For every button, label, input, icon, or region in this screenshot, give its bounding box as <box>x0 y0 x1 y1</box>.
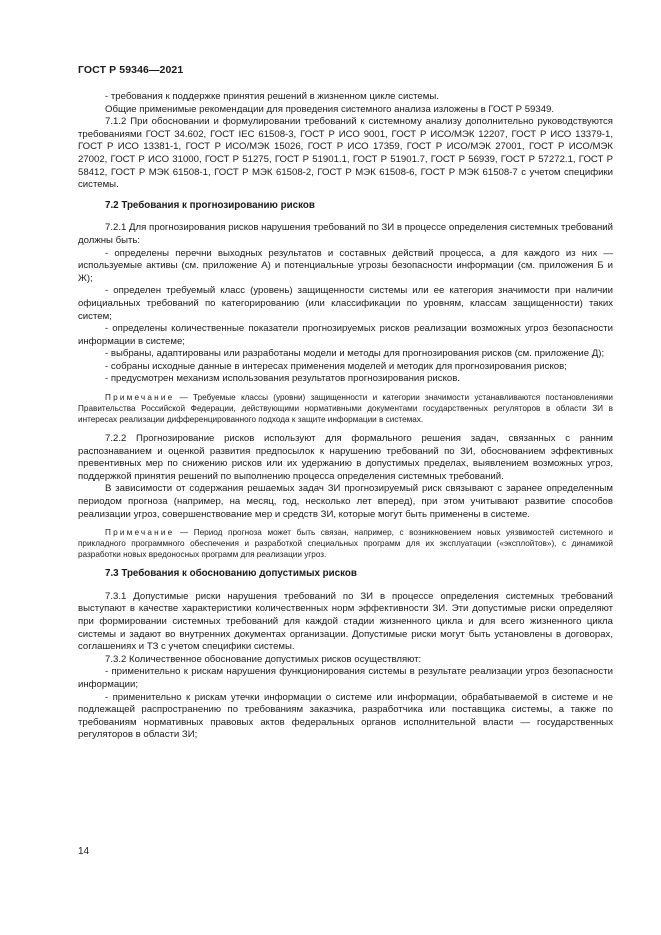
note <box>78 527 613 560</box>
list-item: - определены перечни выходных результатов и составных действий процесса, а для каждого из них — используемые активы (см. приложение А) и потенциальные угрозы безопасности информации (см. приложения Б и Ж); <box>78 247 613 284</box>
paragraph: 7.2.2 Прогнозирование рисков используют для формального решения задач, связанных с ранним распознаванием и оценкой развития предпосылок к нарушению требований по ЗИ, обоснованием эффективных превентивных мер по снижению рисков или их удержанию в допустимых пределах, выявлением возможных угроз, поддержкой принятия решений по выполнению процесса определения системных требований. <box>78 433 613 482</box>
page-number: 14 <box>78 846 90 857</box>
paragraph: 7.3.1 Допустимые риски нарушения требований по ЗИ в процессе определения системных требований выступают в качестве характеристики количественных норм эффективности ЗИ. Эти допустимые риски определяют при формировании системных требований для каждой стадии жизненного цикла и для всего жизненного цикла системы и задают во внутренних документах организации. Допустимые риски могут быть установлены в договорах, соглашениях и ТЗ с учетом специфики системы. <box>78 590 613 653</box>
paragraph: Общие применимые рекомендации для проведения системного анализа изложены в ГОСТ Р 59349. <box>105 103 555 115</box>
document-body <box>78 91 613 742</box>
paragraph: 7.2.1 Для прогнозирования рисков нарушения требований по ЗИ в процессе определения системных требований должны быть: <box>78 222 613 246</box>
section-heading-7-3: 7.3 Требования к обоснованию допустимых рисков <box>105 568 357 580</box>
list-item: - предусмотрен механизм использования результатов прогнозирования рисков. <box>105 373 460 385</box>
note-label: Примечание <box>105 393 175 403</box>
paragraph: - требования к поддержке принятия решений в жизненном цикле системы. <box>105 91 439 102</box>
list-item: - определены количественные показатели прогнозируемых рисков реализации возможных угроз безопасности информации в системе; <box>78 323 613 347</box>
list-item: - определен требуемый класс (уровень) защищенности системы или ее категория значимости при наличии официальных требований по категорированию (или классификации по уровням, классам защищенности) таких систем; <box>78 285 613 322</box>
note-text: — Период прогноза может быть связан, например, с возникновением новых уязвимостей системного и прикладного программного обеспечения и разработкой специальных программ для их эксплуатации («эксплойтов»), с динамикой разработки новых вредоносных программ для реализации угроз. <box>78 528 613 560</box>
list-item: - применительно к рискам утечки информации о системе или информации, обрабатываемой в системе и не подлежащей распространению по требованиям заказчика, разработчика или поставщика системы, а также по требованиям нормативных правовых актов федеральных органов исполнительной власти — государственных регуляторов в области ЗИ; <box>78 691 613 741</box>
paragraph: 7.1.2 При обосновании и формулировании требований к системному анализу дополнительно руководствуются требованиями ГОСТ 34.602, ГОСТ IEC 61508-3, ГОСТ Р ИСО 9001, ГОСТ Р ИСО/МЭК 12207, ГОСТ Р ИСО 13379-1, ГОСТ Р ИСО 13381-1, ГОСТ Р ИСО/МЭК 15026, ГОСТ Р ИСО 17359, ГОСТ Р ИСО/МЭК 27001, ГОСТ Р ИСО/МЭК 27002, ГОСТ Р ИСО 31000, ГОСТ Р 51275, ГОСТ Р 51901.1, ГОСТ Р 51901.7, ГОСТ Р 56939, ГОСТ Р 57272.1, ГОСТ Р 58412, ГОСТ Р МЭК 61508-1, ГОСТ Р МЭК 61508-2, ГОСТ Р МЭК 61508-6, ГОСТ Р МЭК 61508-7 с учетом специфики системы. <box>78 116 613 191</box>
list-item: - применительно к рискам нарушения функционирования системы в результате реализации угроз безопасности информации; <box>78 666 613 690</box>
paragraph: 7.3.2 Количественное обоснование допустимых рисков осуществляют: <box>105 653 422 665</box>
page-header: ГОСТ Р 59346—2021 <box>78 64 184 76</box>
section-heading-7-2: 7.2 Требования к прогнозированию рисков <box>105 199 315 211</box>
note-label: Примечание <box>105 528 175 538</box>
list-item: - выбраны, адаптированы или разработаны модели и методы для прогнозирования рисков (см. приложение Д); <box>105 348 605 360</box>
note <box>78 392 613 425</box>
paragraph: В зависимости от содержания решаемых задач ЗИ прогнозируемый риск связывают с заранее определенным периодом прогноза (например, на месяц, год, несколько лет вперед), при этом учитывают развитие способов реализации угроз, совершенствование мер и средств ЗИ, которые могут быть применены в системе. <box>78 483 613 520</box>
list-item: - собраны исходные данные в интересах применения моделей и методик для прогнозирования рисков; <box>105 360 567 372</box>
note-text: — Требуемые классы (уровни) защищенности и категории значимости устанавливаются постановлениями Правительства Российской Федерации, действующими нормативными документами государственных регуляторов в области ЗИ в интересах реализации дифференцированного подхода к защите информации в системах. <box>78 393 613 425</box>
